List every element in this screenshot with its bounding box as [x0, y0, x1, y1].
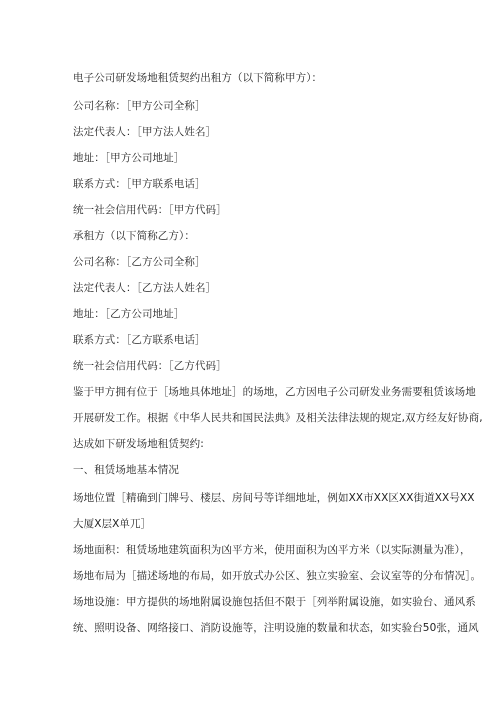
doc-line-lessee-code: 统一社会信用代码：［乙方代码］ — [73, 360, 227, 372]
doc-line-preamble-1: 鉴于甲方拥有位于［场地具体地址］的场地，乙方因电子公司研发业务需要租赁该场地 — [73, 386, 476, 398]
doc-line-lessor-code: 统一社会信用代码：［甲方代码］ — [73, 204, 227, 216]
doc-line-preamble-3: 达成如下研发场地租赁契约: — [73, 438, 204, 450]
doc-line-location-2: 大厦X层X单兀］ — [73, 518, 152, 530]
doc-line-area-1: 场地面积：租赁场地建筑面积为凶平方米，使用面积为凶平方米（以实际测量为准）， — [73, 544, 471, 556]
doc-line-lessor-address: 地址：［甲方公司地址］ — [73, 152, 185, 164]
doc-line-lessee-heading: 承租方（以下简称乙方）： — [73, 230, 195, 242]
doc-line-lessee-contact: 联系方式：［乙方联系电话］ — [73, 334, 206, 346]
doc-line-lessor-company: 公司名称：［甲方公司全称］ — [73, 100, 206, 112]
doc-line-lessor-heading: 电子公司研发场地租赁契约出租方（以下简称甲方）： — [73, 72, 323, 84]
doc-line-lessor-contact: 联系方式：［甲方联系电话］ — [73, 178, 206, 190]
doc-line-preamble-2: 开展研发工作。根据《中华人民共和国民法典》及相关法律法规的规定,双方经友好协商, — [73, 412, 483, 424]
doc-line-lessee-address: 地址：［乙方公司地址］ — [73, 308, 185, 320]
doc-line-facilities-2: 统、照明设备、网络接口、消防设施等，注明设施的数量和状态，如实验台50张，通风 — [73, 622, 479, 634]
doc-line-lessee-company: 公司名称：［乙方公司全称］ — [73, 256, 206, 268]
doc-line-facilities-1: 场地设施：甲方提供的场地附属设施包括但不限于［列举附属设施，如实验台、通风系 — [73, 596, 476, 608]
doc-line-area-2: 场地布局为［描述场地的布局，如开放式办公区、独立实验室、会议室等的分布情况］。 — [73, 570, 482, 582]
doc-line-section-1-title: 一、租赁场地基本情况 — [73, 464, 179, 476]
doc-line-lessee-rep: 法定代表人：［乙方法人姓名］ — [73, 282, 217, 294]
doc-line-lessor-rep: 法定代表人：［甲方法人姓名］ — [73, 126, 217, 138]
doc-line-location-1: 场地位置［精确到门牌号、楼层、房间号等详细地址，例如XX市XX区XX街道XX号XX — [73, 492, 475, 504]
